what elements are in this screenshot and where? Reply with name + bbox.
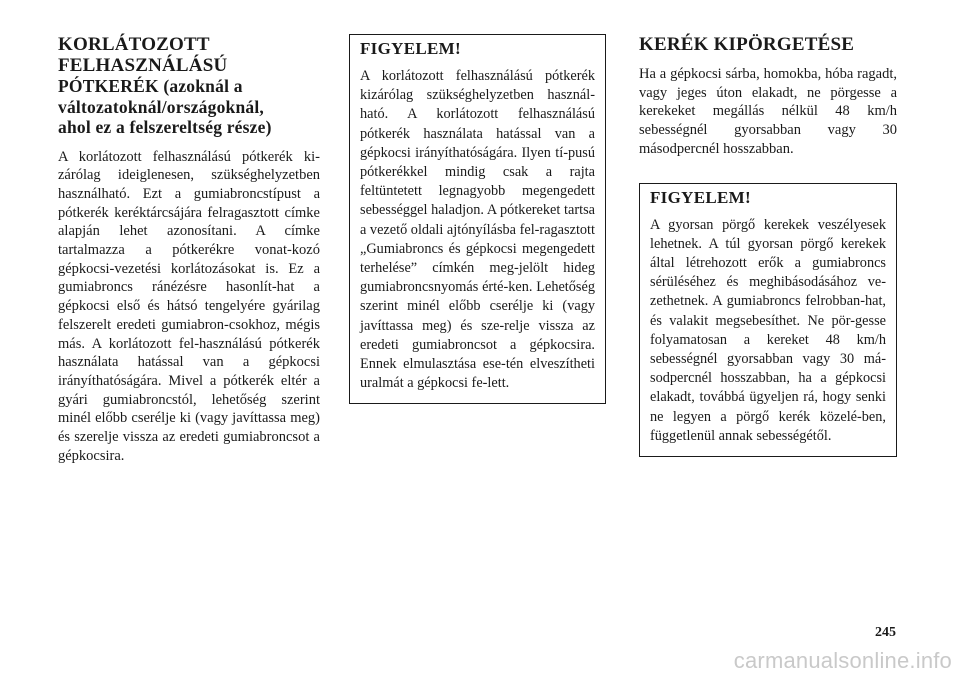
warning-title: FIGYELEM! (650, 187, 751, 207)
title-line: KERÉK KIPÖRGETÉSE (639, 34, 855, 55)
right-column (639, 34, 897, 457)
warning-text: A gyorsan pörgő kerekek veszélyesek lehetnek. A túl gyorsan pörgő kerekek által létrehozott erők a gumiabroncs sérüléséhez és meghibásodásához ve-zethetnek. A gumiabroncs felrobban-hat, és valakit megsebesíthet. Ne pör-gesse folyamatosan a kereket 48 km/h sebességnél gyorsabban vagy 30 má-sodpercnél hosszabban, ha a gépkocsi elakadt, továbbá ügyeljen rá, hogy senki ne legyen a pörgő kerék közelé-ben, függetlenül annak sebességétől. (650, 216, 886, 444)
left-column (58, 34, 320, 465)
title-line: PÓTKERÉK (azoknál a (58, 76, 243, 96)
warning-title: FIGYELEM! (360, 39, 461, 58)
title-line: változatoknál/országoknál, (58, 96, 264, 117)
warning-box-wheel-spin (639, 183, 897, 457)
wheel-spin-paragraph: Ha a gépkocsi sárba, homokba, hóba ragadt, vagy jeges úton elakadt, ne pörgesse a kerekeket megállás nélkül 48 km/h sebességnél gyorsabban vagy 30 másodpercnél hosszabban. (639, 66, 897, 157)
title-line: ahol ez a felszereltség része) (58, 117, 272, 137)
warning-box-spare-tire (349, 34, 606, 404)
title-line: FELHASZNÁLÁSÚ (58, 55, 228, 76)
spare-tire-paragraph: A korlátozott felhasználású pótkerék ki-zárólag ideiglenesen, szükséghelyzetben használható. Ezt a gumiabroncstípust a pótkerék keréktárcsájára felragasztott címke alapján lehet azonosítani. A címke tartalmazza a pótkerékre vonat-kozó gépkocsi-vezetési korlátozásokat is. Ez a gumiabroncs ránézésre hasonlít-hat a gépkocsi első és hátsó tengelyére gyárilag felszerelt eredeti gumiabron-csokhoz, mégis más. A korlátozott fel-használású pótkerék használata hatással van a gépkocsi irányíthatóságára. Mivel a pótkerék eltér a gyári gumiabroncstól, lehetőség szerint minél előbb cserélje ki (vagy javíttassa meg) és szerelje vissza az eredeti gumiabroncsot a gépkocsira. (58, 148, 320, 464)
section-title-spare-tire (58, 34, 320, 138)
warning-text: A korlátozott felhasználású pótkerék kizárólag szükséghelyzetben használ-ható. A korlátozott felhasználású pótkerék használata hatással van a gépkocsi irányíthatóságára. Ilyen tí-pusú pótkerékkel mindig csak a rajta feltüntetett legnagyobb megengedett sebességgel haladjon. A pótkereket tartsa a vezető oldali ajtónyílásba fel-ragasztott „Gumiabroncs és gépkocsi megengedett terhelése” címkén meg-jelölt hideg gumiabroncsnyomás érté-ken. Lehetőség szerint minél előbb cserélje ki (vagy javíttassa meg) és sze-relje vissza az eredeti gumiabroncsot a gépkocsira. Ennek elmulasztása ese-tén elveszítheti uralmát a gépkocsi fe-lett. (360, 68, 596, 392)
page-number: 245 (875, 625, 896, 640)
middle-column (349, 34, 606, 404)
title-line: KORLÁTOZOTT (58, 34, 210, 55)
section-title-wheel-spin (639, 34, 897, 55)
watermark: carmanualsonline.info (733, 648, 952, 673)
